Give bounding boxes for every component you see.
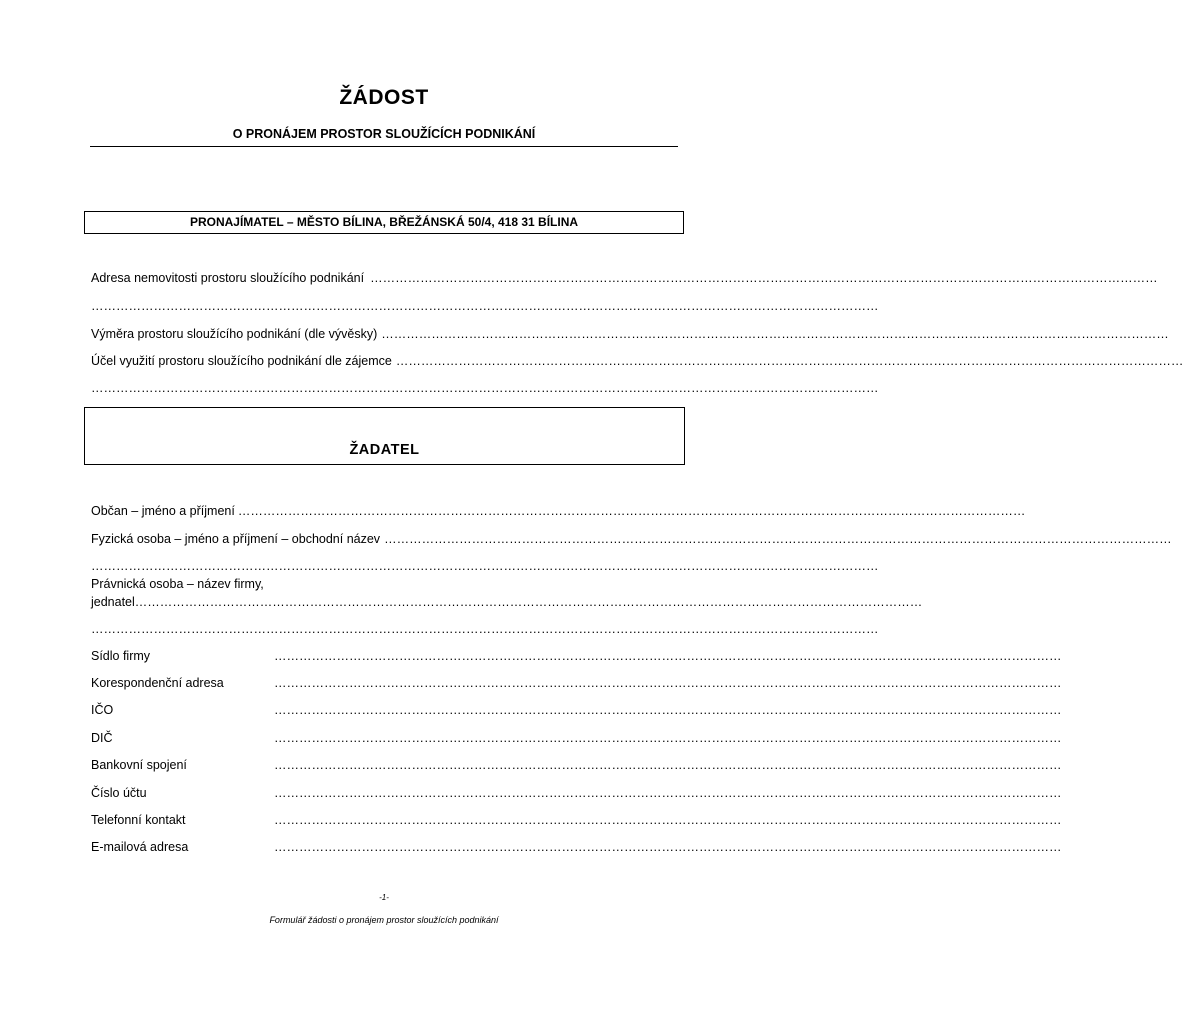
title-divider bbox=[90, 146, 678, 147]
natural-person-dots: ……………………………………………………………………………………………………………………………………………………………………… bbox=[384, 532, 1172, 546]
natural-person-label: Fyzická osoba – jméno a příjmení – obchodní název bbox=[91, 532, 381, 546]
legal-entity-line[interactable] bbox=[91, 594, 923, 610]
citizen-name-label: Občan – jméno a příjmení bbox=[91, 504, 235, 518]
property-area-dots: ……………………………………………………………………………………………………………………………………………………………………… bbox=[381, 327, 1169, 341]
field-label-seat: Sídlo firmy bbox=[91, 649, 151, 663]
lessor-box: PRONAJÍMATEL – MĚSTO BÍLINA, BŘEŽÁNSKÁ 50/4, 418 31 BÍLINA bbox=[84, 211, 684, 234]
field-dots-account[interactable]: ……………………………………………………………………………………………………………………………………………………………………… bbox=[274, 786, 1062, 800]
footer-caption: Formulář žádosti o pronájem prostor sloužících podnikání bbox=[269, 915, 499, 925]
citizen-name-line[interactable] bbox=[91, 503, 1026, 519]
citizen-name-dots: ……………………………………………………………………………………………………………………………………………………………………… bbox=[237, 504, 1026, 518]
property-address-dots: ……………………………………………………………………………………………………………………………………………………………………… bbox=[370, 271, 1158, 285]
field-label-dic: DIČ bbox=[91, 731, 113, 745]
field-dots-dic[interactable]: ……………………………………………………………………………………………………………………………………………………………………… bbox=[274, 731, 1062, 745]
natural-person-dots-2: ……………………………………………………………………………………………………………………………………………………………………… bbox=[91, 559, 879, 573]
property-area-label: Výměra prostoru sloužícího podnikání (dle vývěsky) bbox=[91, 327, 378, 341]
field-dots-bank[interactable]: ……………………………………………………………………………………………………………………………………………………………………… bbox=[274, 758, 1062, 772]
natural-person-line-2[interactable] bbox=[91, 558, 879, 574]
field-label-email: E-mailová adresa bbox=[91, 840, 189, 854]
document-subtitle: O PRONÁJEM PROSTOR SLOUŽÍCÍCH PODNIKÁNÍ bbox=[232, 127, 536, 141]
director-label: jednatel bbox=[91, 595, 135, 609]
field-label-ico: IČO bbox=[91, 703, 114, 717]
director-dots: ……………………………………………………………………………………………………………………………………………………………………… bbox=[134, 595, 923, 609]
property-purpose-dots-2: ……………………………………………………………………………………………………………………………………………………………………… bbox=[91, 381, 879, 395]
legal-entity-label-line bbox=[91, 576, 391, 592]
property-address-line[interactable] bbox=[91, 270, 1158, 286]
field-dots-seat[interactable]: ……………………………………………………………………………………………………………………………………………………………………… bbox=[274, 649, 1062, 663]
page-number: -1- bbox=[379, 893, 389, 902]
field-label-bank: Bankovní spojení bbox=[91, 758, 187, 772]
field-dots-correspondence[interactable]: ……………………………………………………………………………………………………………………………………………………………………… bbox=[274, 676, 1062, 690]
property-address-line-2[interactable] bbox=[91, 298, 879, 314]
field-dots-email[interactable]: ……………………………………………………………………………………………………………………………………………………………………… bbox=[274, 840, 1062, 854]
property-purpose-label: Účel využití prostoru sloužícího podnikání dle zájemce bbox=[91, 354, 392, 368]
legal-entity-label: Právnická osoba – název firmy, bbox=[91, 577, 264, 591]
applicant-box bbox=[84, 407, 685, 465]
property-address-label: Adresa nemovitosti prostoru sloužícího podnikání bbox=[91, 271, 365, 285]
property-area-line[interactable] bbox=[91, 326, 1169, 342]
natural-person-line[interactable] bbox=[91, 531, 1172, 547]
field-dots-phone[interactable]: ……………………………………………………………………………………………………………………………………………………………………… bbox=[274, 813, 1062, 827]
field-label-correspondence: Korespondenční adresa bbox=[91, 676, 224, 690]
field-label-phone: Telefonní kontakt bbox=[91, 813, 186, 827]
property-address-dots-2: ……………………………………………………………………………………………………………………………………………………………………… bbox=[91, 299, 879, 313]
field-dots-ico[interactable]: ……………………………………………………………………………………………………………………………………………………………………… bbox=[274, 703, 1062, 717]
property-purpose-line[interactable] bbox=[91, 353, 1183, 369]
field-label-account: Číslo účtu bbox=[91, 786, 147, 800]
property-purpose-line-2[interactable] bbox=[91, 380, 879, 396]
legal-entity-dots-2: ……………………………………………………………………………………………………………………………………………………………………… bbox=[91, 622, 879, 636]
applicant-heading: ŽADATEL bbox=[349, 442, 420, 458]
legal-entity-line-2[interactable] bbox=[91, 621, 879, 637]
document-title: ŽÁDOST bbox=[339, 86, 429, 109]
property-purpose-dots: ……………………………………………………………………………………………………………………………………………………………………… bbox=[395, 354, 1183, 368]
